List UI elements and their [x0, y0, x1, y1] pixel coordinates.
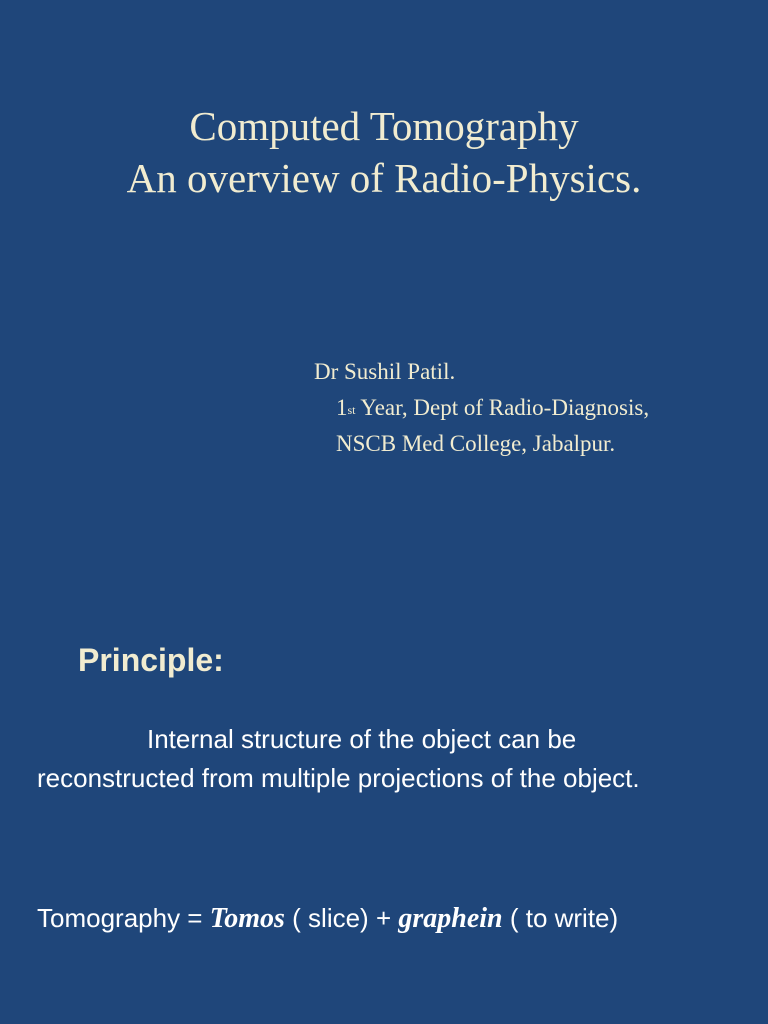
term-tomos: Tomos — [209, 903, 285, 934]
meaning-write: ( to write) — [502, 903, 619, 933]
principle-heading: Principle: — [78, 642, 224, 678]
title-line-1: Computed Tomography — [189, 103, 579, 149]
author-college: NSCB Med College, Jabalpur. — [336, 431, 616, 456]
author-name: Dr Sushil Patil. — [314, 359, 456, 384]
definition-equals: = — [180, 903, 210, 933]
definition-word: Tomography — [37, 903, 181, 933]
term-graphein: graphein — [398, 903, 503, 934]
tomography-definition — [37, 898, 618, 939]
department-text: Year, Dept of Radio-Diagnosis, — [355, 395, 650, 420]
meaning-slice: ( slice) + — [284, 903, 399, 933]
author-block — [314, 354, 649, 462]
author-department — [314, 390, 649, 426]
principle-body: Internal structure of the object can be reconstructed from multiple projections of the object. — [37, 724, 640, 793]
title-line-2: An overview of Radio-Physics. — [126, 155, 642, 201]
slide-title — [0, 100, 768, 204]
year-number: 1 — [336, 395, 348, 420]
year-ordinal: st — [347, 403, 356, 417]
